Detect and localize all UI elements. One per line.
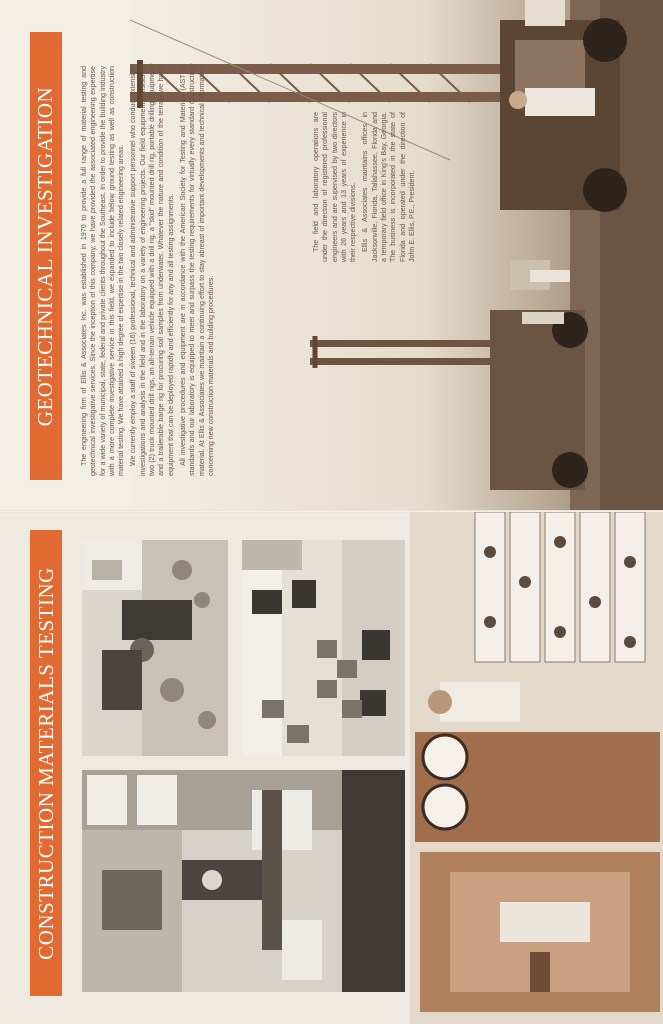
staff-paragraph: We currently employ a staff of sixteen (16) professional, technical and administrative support personnel who conduct extensive investigations and analysis in the field and in the laboratory on a variety of engineering projects. Our field equipment consists of two (2) truck mounted drill rigs, an all-terrain vehicle equipped with a drill rig, a "skid" mounted drill rig, portable drilling equipment and a trailerable barge rig for procuring soil samples from underwater. Whatever the nature and condition of the terrain we have equipment that can be deployed rapidly and efficiently for any and all testing assignments. bbox=[129, 66, 175, 476]
geotechnical-title: GEOTECHNICAL INVESTIGATION bbox=[33, 86, 58, 426]
body-text-main bbox=[80, 66, 219, 476]
procedures-paragraph: All investigative procedures and equipment are in accordance with the American Society for Testing and Materials (ASTM) standards and our laboratory is equipped to meet and surpass the testing requirements for virtually every standard construction material. At Ellis & Associates we maintain a continuing effort to stay abreast of important developments and technical information concerning new construction materials and building procedures. bbox=[178, 66, 215, 476]
laboratory-photo bbox=[82, 770, 405, 992]
offices-paragraph: Ellis & Associates maintains offices in Jacksonville, Florida, Tallahassee, Florida and a temporary field office in King's Bay, Georgia. The business is incorporated in the state of Florida and operated under the direction of John E. Ellis, P.E., President. bbox=[361, 112, 416, 262]
operations-paragraph: The field and laboratory operations are under the direction of registered professional engineers and are supervised by two directors with 26 years and 13 years of experience in their respective divisions. bbox=[312, 112, 358, 262]
compression-testing-photo bbox=[410, 512, 663, 1024]
sample-containers-photo bbox=[242, 540, 405, 756]
construction-title: CONSTRUCTION MATERIALS TESTING bbox=[33, 566, 58, 960]
construction-title-banner bbox=[30, 530, 62, 996]
body-text-side bbox=[312, 112, 420, 262]
soil-sampling-photo bbox=[82, 540, 228, 756]
geotechnical-title-banner bbox=[30, 32, 62, 480]
intro-paragraph: The engineering firm of Ellis & Associates Inc. was established in 1970 to provide a full range of material testing and geotechnical investigative services. Since the inception of this company, we have provided the associated engineering expertise for a wide variety of municipal, state, federal and private clients throughout the Southeast. In order to provide the building industry with a more complete investigative service in this field, we expanded to include below ground testing as well as construction material testing. We have attained a high degree of expertise in the two closely related engineering areas. bbox=[80, 66, 126, 476]
